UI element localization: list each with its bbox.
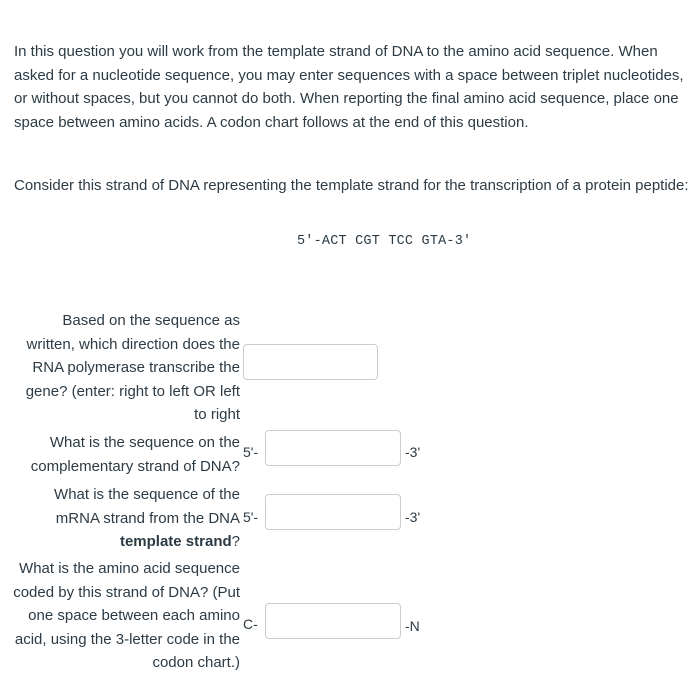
amino-acid-input[interactable] bbox=[265, 603, 401, 639]
complementary-suffix: -3' bbox=[405, 444, 421, 460]
consider-paragraph: Consider this strand of DNA representing the template strand for the transcription of a protein peptide: bbox=[14, 177, 689, 194]
question-4-label: What is the amino acid sequence coded by this strand of DNA? (Put one space between each amino acid, using the 3-letter code in the codon chart.) bbox=[13, 560, 240, 671]
complementary-prefix: 5'- bbox=[243, 444, 259, 460]
question-3-label bbox=[10, 483, 240, 554]
mrna-strand-input[interactable] bbox=[265, 494, 401, 530]
question-2-label: What is the sequence on the complementary strand of DNA? bbox=[30, 434, 240, 475]
dna-template-sequence: 5'-ACT CGT TCC GTA-3' bbox=[297, 234, 472, 249]
amino-acid-prefix: C- bbox=[243, 616, 258, 632]
question-3-label-end: ? bbox=[231, 533, 240, 550]
question-3-label-text: What is the sequence of the mRNA strand from the DNA bbox=[54, 486, 240, 527]
amino-acid-suffix: -N bbox=[405, 618, 420, 634]
mrna-prefix: 5'- bbox=[243, 509, 259, 525]
question-1-label: Based on the sequence as written, which direction does the RNA polymerase transcribe the gene? (enter: right to left OR left to right bbox=[25, 312, 240, 423]
question-3-label-bold: template strand bbox=[119, 533, 232, 550]
direction-answer-input[interactable] bbox=[243, 344, 378, 380]
mrna-suffix: -3' bbox=[405, 509, 421, 525]
complementary-strand-input[interactable] bbox=[265, 430, 401, 466]
instructions-paragraph: In this question you will work from the template strand of DNA to the amino acid sequence. When asked for a nucleotide sequence, you may enter sequences with a space between triplet nucleotides, or without spaces, but you cannot do both. When reporting the final amino acid sequence, place one space between amino acids. A codon chart follows at the end of this question. bbox=[14, 43, 684, 131]
